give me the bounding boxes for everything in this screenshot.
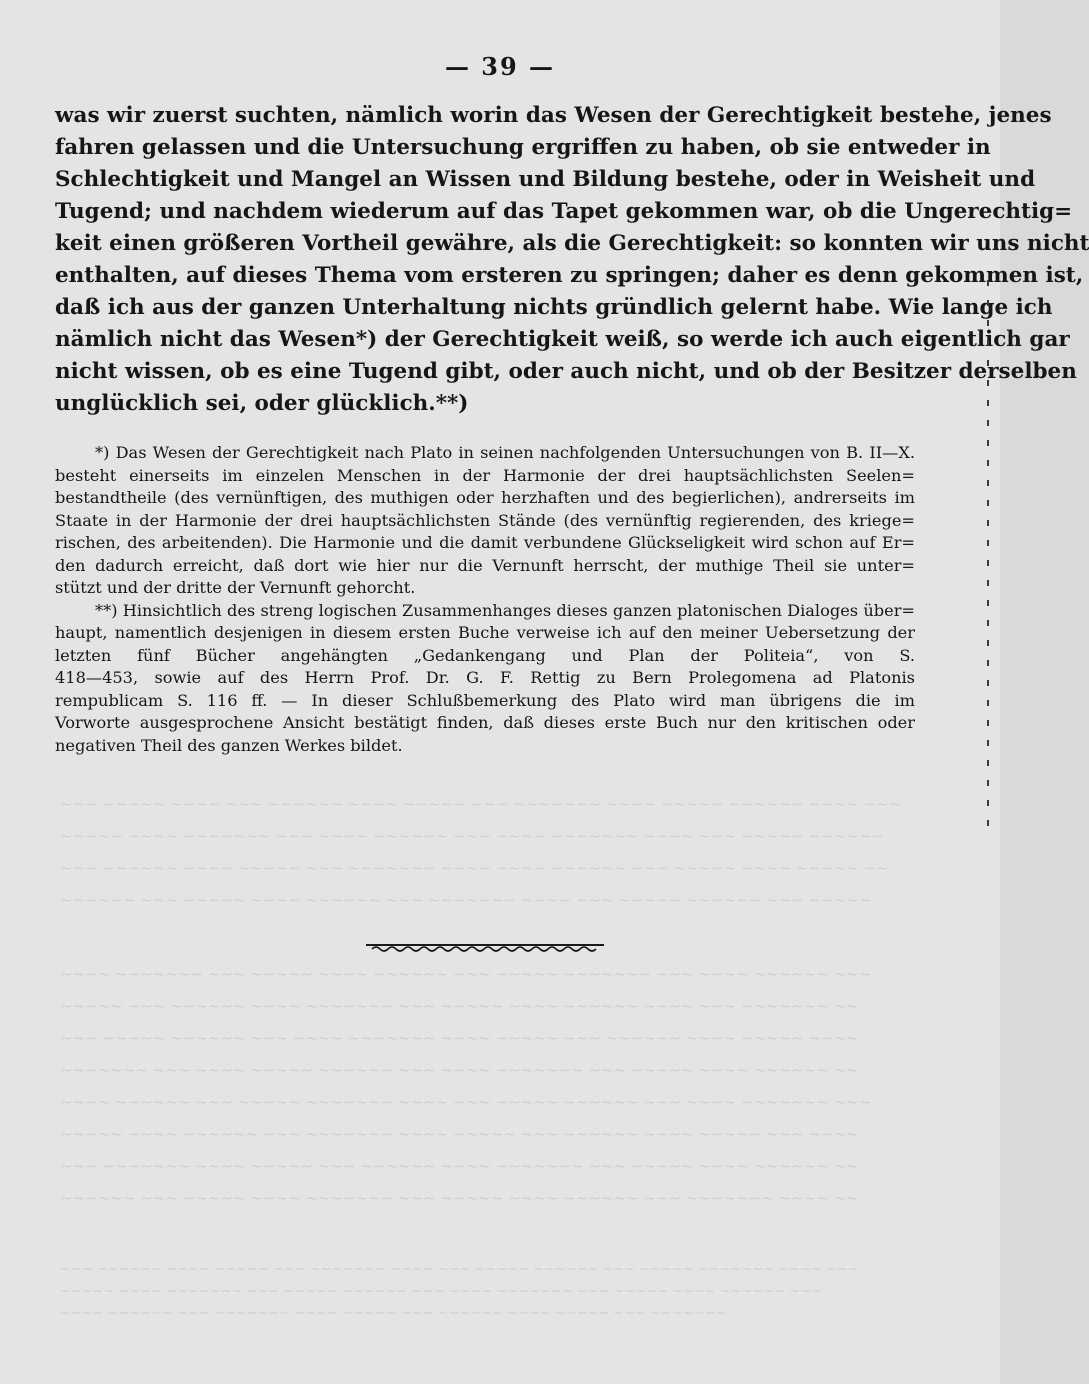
page-edge-mark (984, 280, 992, 840)
footnote-line: bestandtheile (des vernünftigen, des muthigen oder herzhaften und des begierlichen), andrerseits im (55, 488, 915, 507)
page-number: — 39 — (444, 52, 556, 81)
footnote-line: rempublicam S. 116 ff. — In dieser Schlußbemerkung des Plato wird man übrigens die im (55, 690, 915, 710)
wavy-divider (366, 936, 604, 956)
footnote-2 (55, 600, 915, 758)
text-line: daß ich aus der ganzen Unterhaltung nichts gründlich gelernt habe. Wie lange ich (55, 295, 1053, 320)
footnote-line: negativen Theil des ganzen Werkes bildet. (55, 735, 403, 755)
footnotes (55, 442, 915, 757)
footnote-line: haupt, namentlich desjenigen in diesem ersten Buche verweise ich auf den meiner Uebersetzung der (55, 623, 915, 642)
main-text-block (55, 100, 1089, 420)
footnote-line: Staate in der Harmonie der drei hauptsächlichsten Stände (des vernünftig regierenden, des kriege= (55, 510, 915, 530)
footnote-line: letzten fünf Bücher angehängten „Gedankengang und Plan der Politeia“, von S. (55, 645, 915, 665)
text-line: was wir zuerst suchten, nämlich worin das Wesen der Gerechtigkeit bestehe, jenes (55, 103, 1052, 128)
text-line: Tugend; und nachdem wiederum auf das Tapet gekommen war, ob die Ungerechtig= (55, 199, 1073, 224)
scanned-page: ~~~ ~~~~~ ~~~~ ~~~ ~~~~~~ ~~~~ ~~~~~ ~~~ ~~~~~~~ ~~~~ ~~~~~ ~~~~~~ ~~~~ ~~~ ~~~~~ ~~~~ ~~~~~~~ ~~~ ~~~~ ~~~~~~ ~~~ ~~~~ ~~~~~~~ ~~~~ ~~~ ~~~~~ ~~~~~~ ~~~ ~~~~~~ ~~~~ ~~~~~ ~~~ ~~~~~~~ ~~~~ ~~~~ ~~~~~~ ~~~ ~~~~~ ~~~~ ~~~~~ ~~ ~~~~~~ ~~~ ~~~~~ ~~~~ ~~~~~~ ~~~ ~~~~~~~ ~~~~ ~~~ ~~~~~ ~~~~~~ ~~~ ~~~~~ ~~~~ ~~~~~~~ ~~~ ~~~~~ ~~~~ ~~~~~~ ~~~ ~~~~~ ~~~~~~~ ~~~ ~~~~ ~~~~~~ ~~~ ~~~~~ ~~~ ~~~~~~ ~~~~ ~~~~~~~ ~~~ ~~~~~ ~~~~ ~~~~~~ ~~~~ ~~~ ~~~~~~~ ~~ ~~~ ~~~~~ ~~~~~~ ~~~ ~~~~ ~~~~~~~ ~~~~ ~~~~~ ~~~ ~~~~~~ ~~~~ ~~~~~ ~~~~ ~~~~~~~ ~~~ ~~~~ ~~~~~ ~~~~~~ ~~~ ~~~~ ~~~~~~~ ~~~ ~~~~~ ~~~~ ~~~~~~ ~~ ~~~~ ~~~~~~ ~~~ ~~~~~ ~~~~~~~ ~~~~ ~~~ ~~~~~ ~~~~~~ ~~~ ~~~~ ~~~~~~~ ~~~ ~~~~~ ~~~~ ~~~~~~ ~~~ ~~~~~~~ ~~~~ ~~~~~ ~~~ ~~~~~~ ~~~~ ~~~~~ ~~~ ~~~~ ~~~ ~~~~~~~ ~~~~ ~~~~~ ~~~ ~~~~~~ ~~~~ ~~~~~~~ ~~~ ~~~~~ ~~~~ ~~~~~~ ~~ ~~~~~~ ~~~ ~~~~~ ~~~~ ~~~~~~~ ~~~ ~~~~~ ~~~~ ~~~~~~ ~~~ ~~~~~~~ ~~~~ ~~ ~~~ ~~~~~~ ~~~~ ~~~~~ ~~~ ~~~~~~~ ~~~~ ~~~ ~~~~~ ~~~~~~ ~~~ ~~~~~ ~~~~~~~ ~~~~ ~~~ ~~~~~ ~~~~ ~~~~~~~ ~~~ ~~~~~ ~~~~~~ ~~~ ~~~~ ~~~~~~~ ~~~ ~~~~~ ~~~~ ~~~~~~ ~~~ ~~~~ ~~~~~~ ~~~ ~~~~~~~ ~~~~ ~~~~~ ~~~ ~~~~~~ ~~~~ ~~~~~ ~~~ ~~~~~~~ — 39 — was wir zuerst suchten, nämlich worin das Wesen der Gerechtigkeit bestehe, jenes fahren gelassen und die Untersuchung ergriffen zu haben, ob sie entweder in Schlechtigkeit und Mangel an Wissen und Bildung bestehe, oder in Weisheit und Tugend; und nachdem wiederum auf das Tapet gekommen war, ob die Ungerechtig= keit einen größeren Vortheil gewähre, als die Gerechtigkeit: so konnten wir uns nicht enthalten, auf dieses Thema vom ersteren zu springen; daher es denn gekommen ist, daß ich aus der ganzen Unterhaltung nichts gründlich gelernt habe. Wie lange ich nämlich nicht das Wesen*) der Gerechtigkeit weiß, so werde ich auch eigentlich gar nicht wissen, ob es eine Tugend gibt, oder auch nicht, und ob der Besitzer derselben unglücklich sei, oder glücklich.**) *) Das Wesen der Gerechtigkeit nach Plato in seinen nachfolgenden Untersuchungen von B. II—X. besteht einerseits im einzelen Menschen in der Harmonie der drei hauptsächlichsten Seelen= bestandtheile (des vernünftigen, des muthigen oder herzhaften und des begierlichen), andrerseits im Staate in der Harmonie der drei hauptsächlichsten Stände (des vernünftig regierenden, des kriege= rischen, des arbeitenden). Die Harmonie und die damit verbundene Glückseligkeit wird schon auf Er= den dadurch erreicht, daß dort wie hier nur die Vernunft herrscht, der muthige Theil sie unter= stützt und der dritte der Vernunft gehorcht. **) Hinsichtlich des streng logischen Zusammenhanges dieses ganzen platonischen Dialoges über= haupt, namentlich desjenigen in diesem ersten Buche verweise ich auf den meiner Uebersetzung der letzten fünf Bücher angehängten „Gedankengang und Plan der Politeia“, von S. 418—453, sowie auf des Herrn Prof. Dr. G. F. Rettig zu Bern Prolegomena ad Platonis rempublicam S. 116 ff. — In dieser Schlußbemerkung des Plato wird man übrigens die im Vorworte ausgesprochene Ansicht bestätigt finden, daß dieses erste Buch nur den kritischen oder negativen Theil des ganzen Werkes bildet. (0, 0, 1000, 1384)
text-line: keit einen größeren Vortheil gewähre, als die Gerechtigkeit: so konnten wir uns nicht (55, 231, 1089, 256)
text-line: fahren gelassen und die Untersuchung ergriffen zu haben, ob sie entweder in (55, 135, 991, 160)
text-line: nicht wissen, ob es eine Tugend gibt, oder auch nicht, und ob der Besitzer derselben (55, 359, 1077, 384)
text-line: Schlechtigkeit und Mangel an Wissen und Bildung bestehe, oder in Weisheit und (55, 167, 1036, 192)
footnote-line: stützt und der dritte der Vernunft gehorcht. (55, 578, 416, 597)
text-line: enthalten, auf dieses Thema vom ersteren zu springen; daher es denn gekommen ist, (55, 263, 1084, 288)
footnote-line: rischen, des arbeitenden). Die Harmonie und die damit verbundene Glückseligkeit wird schon auf Er= (55, 533, 915, 552)
footnote-line: **) Hinsichtlich des streng logischen Zusammenhanges dieses ganzen platonischen Dialoges über= (95, 600, 915, 620)
footnote-line: Vorworte ausgesprochene Ansicht bestätigt finden, daß dieses erste Buch nur den kritischen oder (55, 713, 915, 732)
footnote-line: besteht einerseits im einzelen Menschen in der Harmonie der drei hauptsächlichsten Seelen= (55, 465, 915, 485)
footnote-line: *) Das Wesen der Gerechtigkeit nach Plato in seinen nachfolgenden Untersuchungen von B. II—X. (95, 443, 915, 462)
footnote-line: den dadurch erreicht, daß dort wie hier nur die Vernunft herrscht, der muthige Theil sie unter= (55, 555, 915, 575)
footnote-line: 418—453, sowie auf des Herrn Prof. Dr. G. F. Rettig zu Bern Prolegomena ad Platonis (55, 668, 915, 687)
text-line: unglücklich sei, oder glücklich.**) (55, 391, 469, 416)
text-line: nämlich nicht das Wesen*) der Gerechtigkeit weiß, so werde ich auch eigentlich gar (55, 327, 1070, 352)
footnote-1 (55, 442, 915, 600)
